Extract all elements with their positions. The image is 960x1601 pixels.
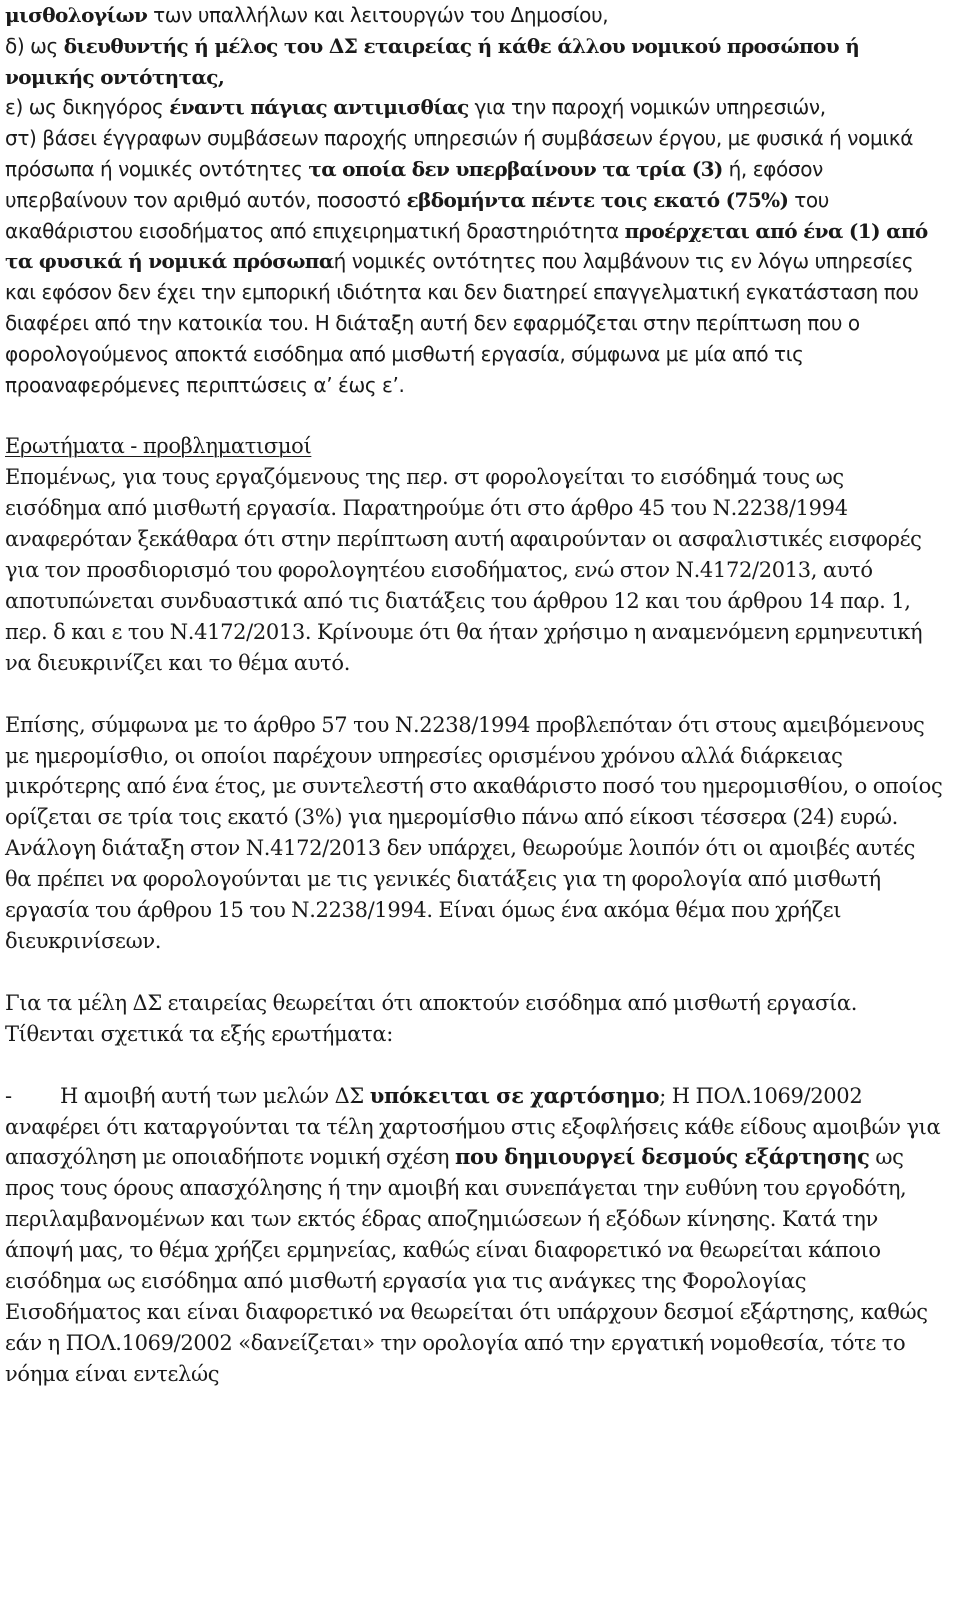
- text-run: Η αμοιβή αυτή των μελών ΔΣ: [60, 1083, 370, 1108]
- section-heading: [5, 431, 945, 462]
- paragraph-2: Επίσης, σύμφωνα με το άρθρο 57 του Ν.2238/1994 προβλεπόταν ότι στους αμειβόμενους με ημερομίσθιο, οι οποίοι παρέχουν υπηρεσίες ορισμένου χρόνου αλλά διάρκειας μικρότερης από ένα έτος, με συντελεστή στο ακαθάριστο ποσό του ημερομισθίου, ο οποίος ορίζεται σε τρία τοις εκατό (3%) για ημερομίσθιο πάνω από είκοσι τέσσερα (24) ευρώ. Ανάλογη διάταξη στον Ν.4172/2013 δεν υπάρχει, θεωρούμε λοιπόν ότι οι αμοιβές αυτές θα πρέπει να φορολογούνται με τις γενικές διατάξεις για τη φορολογία από μισθωτή εργασία του άρθρου 15 του Ν.2238/1994. Είναι όμως ένα ακόμα θέμα που χρήζει διευκρινίσεων.: [5, 712, 943, 953]
- text-run: του ακαθάριστου εισοδήματος από επιχειρηματική δραστηριότητα: [5, 187, 830, 243]
- bullet-marker: -: [5, 1083, 12, 1108]
- text-run: ; Η ΠΟΛ.1069/2002 αναφέρει ότι καταργούνται τα τέλη χαρτοσήμου στις εξοφλήσεις κάθε είδους αμοιβών για απασχόληση με οποιαδήποτε νομική σχέση: [5, 1083, 941, 1170]
- text-run: ή, εφόσον υπερβαίνουν τον αριθμό αυτόν, ποσοστό: [5, 156, 823, 212]
- text-run: δ) ως: [5, 33, 64, 58]
- heading-text: Ερωτήματα - προβληματισμοί: [5, 434, 312, 459]
- bold-text-run: διευθυντής ή μέλος του ΔΣ εταιρείας ή κάθε άλλου νομικού προσώπου ή νομικής οντότητας,: [5, 33, 860, 89]
- bold-text-run: έναντι πάγιας αντιμισθίας: [169, 95, 469, 120]
- bullet-item: [5, 1081, 945, 1390]
- paragraph-gap: [5, 400, 945, 431]
- bold-text-run: τα οποία δεν υπερβαίνουν τα τρία (3): [308, 156, 723, 181]
- paragraph-gap: [5, 957, 945, 988]
- text-run: στ) βάσει έγγραφων συμβάσεων παροχής υπηρεσιών ή συμβάσεων έργου, με φυσικά ή νομικά πρόσωπα ή νομικές οντότητες: [5, 126, 914, 181]
- document-page: [5, 0, 945, 1390]
- bold-text-run: προέρχεται από ένα (1) από τα φυσικά ή νομικά πρόσωπα: [5, 218, 928, 274]
- text-run: για την παροχή νομικών υπηρεσιών,: [468, 95, 826, 120]
- bullet-text: [5, 1084, 940, 1386]
- text-run: ως προς τους όρους απασχόλησης ή την αμοιβή και συνεπάγεται την ευθύνη του εργοδότη, περιλαμβανομένων και των εκτός έδρας αποζημιώσεων ή εξόδων κίνησης. Κατά την άποψή μας, το θέμα χρήζει ερμηνείας, καθώς είναι διαφορετικό να θεωρείται κάποιο εισόδημα ως εισόδημα από μισθωτή εργασία για τις ανάγκες της Φορολογίας Εισοδήματος και είναι διαφορετικό να θεωρείται ότι υπάρχουν δεσμοί εξάρτησης, καθώς εάν η ΠΟΛ.1069/2002 «δανείζεται» την ορολογία από την εργατική νομοθεσία, τότε το νόημα είναι εντελώς: [5, 1145, 928, 1386]
- paragraph-3: Για τα μέλη ΔΣ εταιρείας θεωρείται ότι αποκτούν εισόδημα από μισθωτή εργασία. Τίθενται σχετικά τα εξής ερωτήματα:: [5, 990, 858, 1046]
- section-top-text: [5, 0, 945, 400]
- bold-text-run: εβδομήντα πέντε τοις εκατό (75%): [406, 187, 789, 212]
- paragraph-gap: [5, 679, 945, 710]
- text-run: ε) ως δικηγόρος: [5, 95, 170, 120]
- bold-text-run: που δημιουργεί δεσμούς εξάρτησης: [454, 1144, 870, 1170]
- paragraph-1: Επομένως, για τους εργαζόμενους της περ. στ φορολογείται το εισόδημά τους ως εισόδημα από μισθωτή εργασία. Παρατηρούμε ότι στο άρθρο 45 του Ν.2238/1994 αναφερόταν ξεκάθαρα ότι στην περίπτωση αυτή αφαιρούνταν οι ασφαλιστικές εισφορές για τον προσδιορισμό του φορολογητέου εισοδήματος, ενώ στον Ν.4172/2013, αυτό αποτυπώνεται συνδυαστικά από τις διατάξεις του άρθρου 12 και του άρθρου 14 παρ. 1, περ. δ και ε του Ν.4172/2013. Κρίνουμε ότι θα ήταν χρήσιμο η αναμενόμενη ερμηνευτική να διευκρινίζει και το θέμα αυτό.: [5, 465, 923, 675]
- text-run: ή νομικές οντότητες που λαμβάνουν τις εν λόγω υπηρεσίες και εφόσον δεν έχει την εμπορική ιδιότητα και δεν διατηρεί επαγγελματική εγκατάσταση που διαφέρει από την κατοικία του. Η διάταξη αυτή δεν εφαρμόζεται στην περίπτωση που ο φορολογούμενος αποκτά εισόδημα από μισθωτή εργασία, σύμφωνα με μία από τις προαναφερόμενες περιπτώσεις α’ έως ε’.: [5, 249, 919, 397]
- bold-text-run: υπόκειται σε χαρτόσημο: [369, 1082, 660, 1108]
- text-run: των υπαλλήλων και λειτουργών του Δημοσίου,: [147, 3, 609, 27]
- paragraph-gap: [5, 1050, 945, 1081]
- bold-text-run: μισθολογίων: [5, 3, 148, 27]
